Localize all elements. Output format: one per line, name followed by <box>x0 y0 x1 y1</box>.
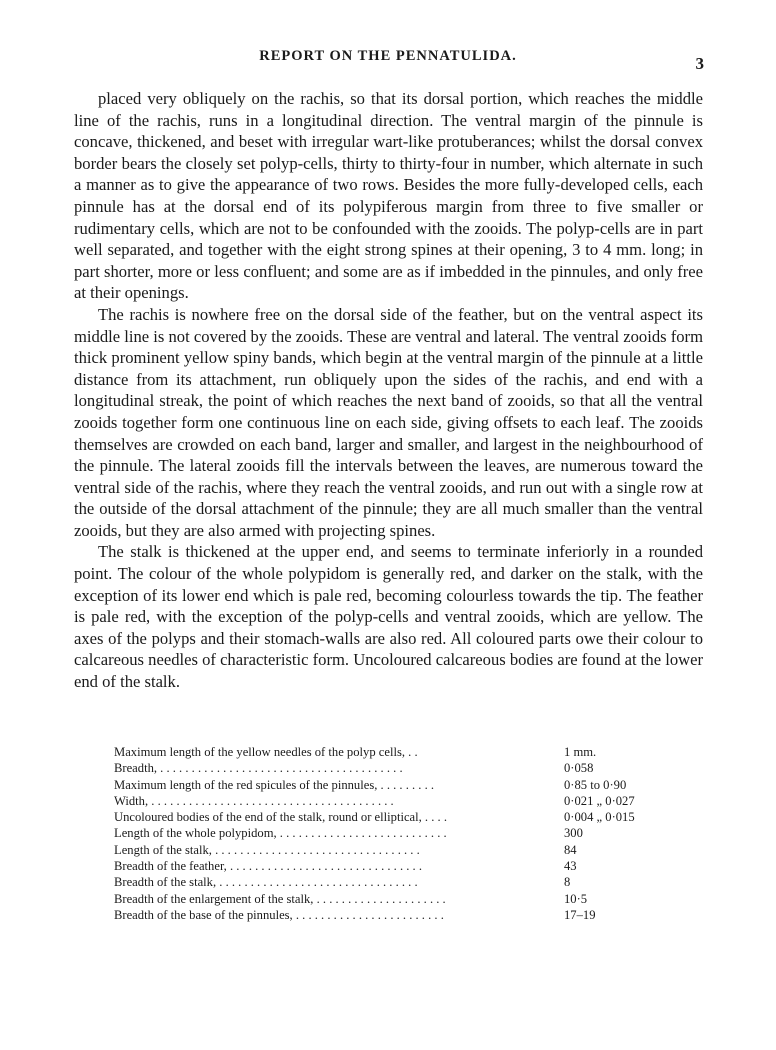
measurement-value: 0·058 <box>564 761 594 776</box>
measurement-label: Breadth, . . . . . . . . . . . . . . . . . . . . . . . . . . . . . . . . . . . . . . . <box>114 761 403 776</box>
measurement-row <box>114 874 674 890</box>
measurement-label: Length of the whole polypidom, . . . . . . . . . . . . . . . . . . . . . . . . . . . <box>114 826 447 841</box>
measurement-label: Width, . . . . . . . . . . . . . . . . . . . . . . . . . . . . . . . . . . . . . . . <box>114 793 394 808</box>
measurement-label: Maximum length of the red spicules of the pinnules, . . . . . . . . . <box>114 777 435 792</box>
measurement-row <box>114 744 674 760</box>
measurement-label: Uncoloured bodies of the end of the stalk, round or elliptical, . . . . <box>114 810 447 825</box>
measurement-label: Length of the stalk, . . . . . . . . . . . . . . . . . . . . . . . . . . . . . . . . . <box>114 842 420 857</box>
measurement-row <box>114 809 674 825</box>
measurement-value: 0·021 „ 0·027 <box>564 793 635 808</box>
page-number: 3 <box>695 54 704 73</box>
paragraph-polyp-cells: placed very obliquely on the rachis, so that its dorsal portion, which reaches the middle line of the rachis, runs in a longitudinal direction. The ventral margin of the pinnule is concave, thickened, and beset with irregular wart-like protuberances; whilst the dorsal convex border bears the closely set polyp-cells, thirty to thirty-four in number, which alternate in such a manner as to give the appearance of two rows. Besides the more fully-developed cells, each pinnule has at the dorsal end of its polypiferous margin from three to five smaller or rudimentary cells, which are not to be confounded with the zooids. The polyp-cells are in part well separated, and together with the eight strong spines at their opening, 3 to 4 mm. long; in part shorter, more or less confluent; and some are as if imbedded in the pinnules, and only free at their openings. <box>74 89 703 303</box>
measurement-value: 84 <box>564 842 577 857</box>
measurement-label: Breadth of the base of the pinnules, . . . . . . . . . . . . . . . . . . . . . . . . <box>114 907 444 922</box>
running-title: REPORT ON THE PENNATULIDA. <box>259 48 517 64</box>
measurement-row <box>114 891 674 907</box>
measurement-row <box>114 777 674 793</box>
measurement-value: 17–19 <box>564 907 596 922</box>
measurement-label: Maximum length of the yellow needles of the polyp cells, . . <box>114 745 418 759</box>
measurement-row <box>114 760 674 776</box>
measurement-value: 0·85 to 0·90 <box>564 777 627 792</box>
paragraph-rachis-zooids: The rachis is nowhere free on the dorsal side of the feather, but on the ventral aspect its middle line is not covered by the zooids. These are ventral and lateral. The ventral zooids form thick prominent yellow spiny bands, which begin at the ventral margin of the pinnule at a little distance from its attachment, run obliquely upon the sides of the rachis, and end with a longitudinal streak, the point of which reaches the next band of zooids, so that all the ventral zooids together form one continuous line on each side, giving offsets to each leaf. The zooids themselves are crowded on each band, larger and smaller, and largest in the neighbourhood of the pinnule. The lateral zooids fill the intervals between the leaves, are numerous toward the ventral side of the rachis, where they reach the ventral zooids, and run out with a single row at the outside of the dorsal attachment of the pinnule; they are all much smaller than the ventral zooids, but they are also armed with projecting spines. <box>74 304 703 540</box>
measurement-row <box>114 907 674 923</box>
measurement-row <box>114 858 674 874</box>
running-head <box>0 40 776 80</box>
body-text <box>74 88 703 693</box>
measurement-label: Breadth of the stalk, . . . . . . . . . . . . . . . . . . . . . . . . . . . . . . . . <box>114 875 418 890</box>
measurement-label: Breadth of the enlargement of the stalk, . . . . . . . . . . . . . . . . . . . . . <box>114 891 446 906</box>
measurement-value: 0·004 „ 0·015 <box>564 810 635 825</box>
measurement-row <box>114 842 674 858</box>
measurement-value: 43 <box>564 859 577 874</box>
measurement-value: 10·5 <box>564 891 588 906</box>
measurement-label: Breadth of the feather, . . . . . . . . . . . . . . . . . . . . . . . . . . . . . . . <box>114 859 422 874</box>
measurement-value: 8 <box>564 875 571 890</box>
measurement-value: 300 <box>564 826 583 841</box>
measurement-row <box>114 825 674 841</box>
measurement-value: 1 mm. <box>564 745 597 759</box>
measurements-table <box>114 744 674 923</box>
measurement-row <box>114 793 674 809</box>
paragraph-stalk-colour: The stalk is thickened at the upper end, and seems to terminate inferiorly in a rounded point. The colour of the whole polypidom is generally red, and darker on the stalk, with the exception of its lower end which is pale red, becoming colourless towards the tip. The feather is pale red, with the exception of the polyp-cells and ventral zooids, which are yellow. The axes of the polyps and their stomach-walls are also red. All coloured parts owe their colour to calcareous needles of characteristic form. Uncoloured calcareous bodies are found at the lower end of the stalk. <box>74 542 703 692</box>
